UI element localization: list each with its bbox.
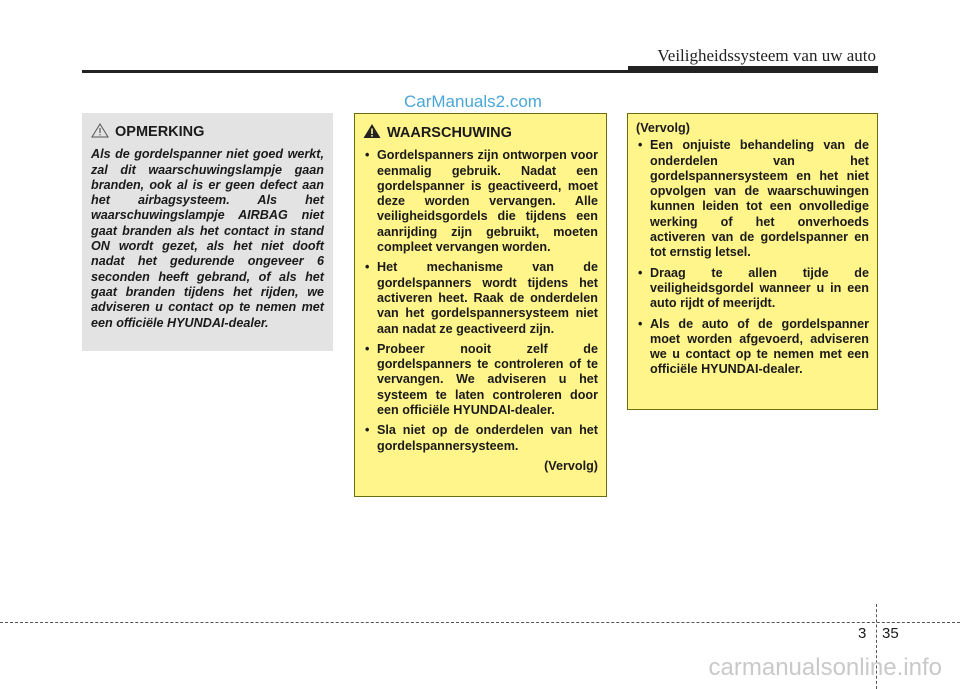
warning-icon	[363, 123, 387, 143]
page-number: 35	[882, 625, 899, 642]
watermark-top: CarManuals2.com	[404, 92, 542, 111]
continuation-label: (Vervolg)	[636, 121, 690, 135]
header-rule-accent	[628, 66, 878, 71]
list-item: • Gordelspanners zijn ontworpen voor eenmalig gebruik. Nadat een gordelspanner is geactiveerd, moet deze worden vervangen. Alle veiligheidsgordels die tijdens een aanrijding zijn gebruikt, moeten compleet vervangen worden.	[363, 148, 598, 255]
watermark-bottom: carmanualsonline.info	[708, 654, 942, 681]
warning-heading-label: WAARSCHUWING	[387, 124, 512, 141]
warning-box	[354, 113, 607, 497]
caution-icon	[91, 123, 115, 142]
section-number: 3	[858, 625, 867, 642]
list-item: • Als de auto of de gordelspanner moet worden afgevoerd, adviseren we u contact op te nemen met een officiële HYUNDAI-dealer.	[636, 317, 869, 378]
list-item: • Een onjuiste behandeling van de onderdelen van het gordelspannersysteem en het niet opvolgen van de waarschuwingen kunnen leiden tot een onvolledige werking of het onverhoeds activeren van de gordelspanner en tot ernstig letsel.	[636, 138, 869, 260]
list-item: • Het mechanisme van de gordelspanners wordt tijdens het activeren heet. Raak de onderdelen van het gordelspannersysteem niet aan nadat ze geactiveerd zijn.	[363, 260, 598, 336]
list-item: • Probeer nooit zelf de gordelspanners te controleren of te vervangen. We adviseren u het systeem te laten controleren door een officiële HYUNDAI-dealer.	[363, 342, 598, 418]
page-header-title: Veiligheidssysteem van uw auto	[657, 46, 876, 65]
note-heading-label: OPMERKING	[115, 124, 205, 140]
footer-rule	[0, 622, 960, 623]
note-heading	[91, 123, 324, 142]
continuation-box	[627, 113, 878, 410]
list-item: • Draag te allen tijde de veiligheidsgordel wanneer u in een auto rijdt of meerijdt.	[636, 266, 869, 312]
list-item: • Sla niet op de onderdelen van het gordelspannersysteem.	[363, 423, 598, 454]
note-box	[82, 113, 333, 351]
warning-heading	[363, 123, 598, 143]
note-text: Als de gordelspanner niet goed werkt, zal dit waarschuwingslampje gaan branden, ook al is er geen defect aan het airbagsysteem. Als het waarschuwingslampje AIRBAG niet gaat branden als het contact in stand ON wordt gezet, als het niet dooft nadat het gedurende ongeveer 6 seconden heeft gebrand, of als het gaat branden tijdens het rijden, we adviseren u contact op te nemen met een officiële HYUNDAI-dealer.	[91, 147, 324, 330]
continued-label: (Vervolg)	[544, 458, 598, 473]
warning-list	[363, 148, 598, 454]
continuation-list	[636, 138, 869, 377]
